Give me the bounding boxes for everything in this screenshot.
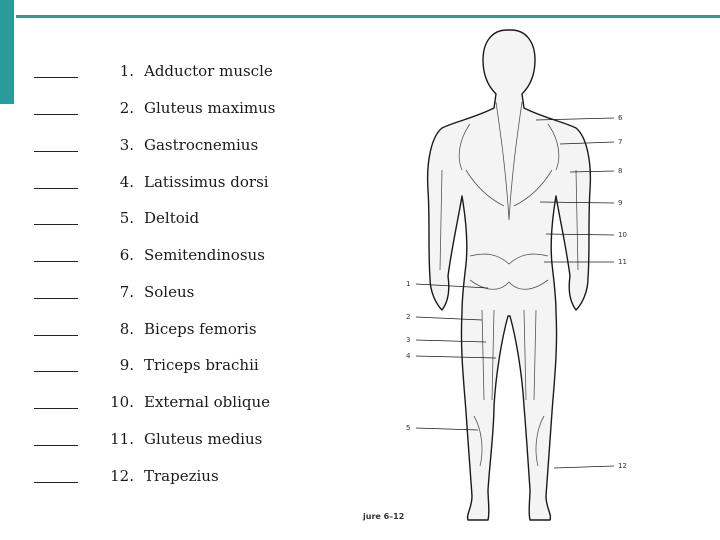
- body-outline: [428, 30, 591, 520]
- callout-label-right: 10: [618, 231, 627, 239]
- list-item: [0, 136, 300, 160]
- item-number: 3.: [119, 136, 134, 154]
- callout-label-right: 11: [618, 258, 627, 266]
- callout-label-left: 5: [406, 424, 411, 432]
- item-number: 10.: [110, 393, 134, 411]
- list-item: [0, 320, 300, 344]
- item-label: External oblique: [144, 393, 271, 411]
- item-label: Gastrocnemius: [144, 136, 259, 154]
- answer-blank: [34, 335, 78, 336]
- list-item: [0, 430, 300, 454]
- list-item: [0, 356, 300, 380]
- answer-blank: [34, 77, 78, 78]
- answer-blank: [34, 482, 78, 483]
- item-label: Latissimus dorsi: [144, 173, 269, 191]
- item-number: 2.: [119, 99, 134, 117]
- list-item: [0, 173, 300, 197]
- callout-label-right: 12: [618, 462, 627, 470]
- list-item: [0, 99, 300, 123]
- item-label: Adductor muscle: [144, 62, 273, 80]
- posterior-muscle-figure: [370, 20, 670, 535]
- item-number: 11.: [110, 430, 134, 448]
- list-item: [0, 467, 300, 491]
- answer-blank: [34, 298, 78, 299]
- answer-blank: [34, 371, 78, 372]
- answer-blank: [34, 188, 78, 189]
- callout-label-right: 9: [618, 199, 623, 207]
- callout-label-left: 2: [406, 313, 411, 321]
- callout-label-right: 8: [618, 167, 623, 175]
- item-label: Semitendinosus: [144, 246, 265, 264]
- item-number: 12.: [110, 467, 134, 485]
- answer-blank: [34, 114, 78, 115]
- list-item: [0, 209, 300, 233]
- item-number: 9.: [119, 356, 134, 374]
- item-label: Gluteus medius: [144, 430, 263, 448]
- figure-caption: jure 6–12: [363, 512, 405, 521]
- item-label: Gluteus maximus: [144, 99, 276, 117]
- answer-blank: [34, 224, 78, 225]
- callout-label-left: 3: [406, 336, 411, 344]
- item-label: Triceps brachii: [144, 356, 259, 374]
- callout-label-left: 4: [406, 352, 411, 360]
- item-number: 5.: [119, 209, 134, 227]
- answer-blank: [34, 151, 78, 152]
- list-item: [0, 393, 300, 417]
- item-label: Soleus: [144, 283, 195, 301]
- callout-label-left: 1: [406, 280, 411, 288]
- item-label: Trapezius: [144, 467, 219, 485]
- list-item: [0, 246, 300, 270]
- answer-blank: [34, 445, 78, 446]
- item-number: 4.: [119, 173, 134, 191]
- callout-label-right: 6: [618, 114, 623, 122]
- callout-label-right: 7: [618, 138, 623, 146]
- item-number: 7.: [119, 283, 134, 301]
- header-accent-bar: [16, 15, 720, 18]
- item-number: 6.: [119, 246, 134, 264]
- item-label: Biceps femoris: [144, 320, 257, 338]
- item-label: Deltoid: [144, 209, 200, 227]
- answer-blank: [34, 408, 78, 409]
- list-item: [0, 62, 300, 86]
- side-accent-bar: [0, 0, 14, 104]
- list-item: [0, 283, 300, 307]
- item-number: 1.: [119, 62, 134, 80]
- item-number: 8.: [119, 320, 134, 338]
- answer-blank: [34, 261, 78, 262]
